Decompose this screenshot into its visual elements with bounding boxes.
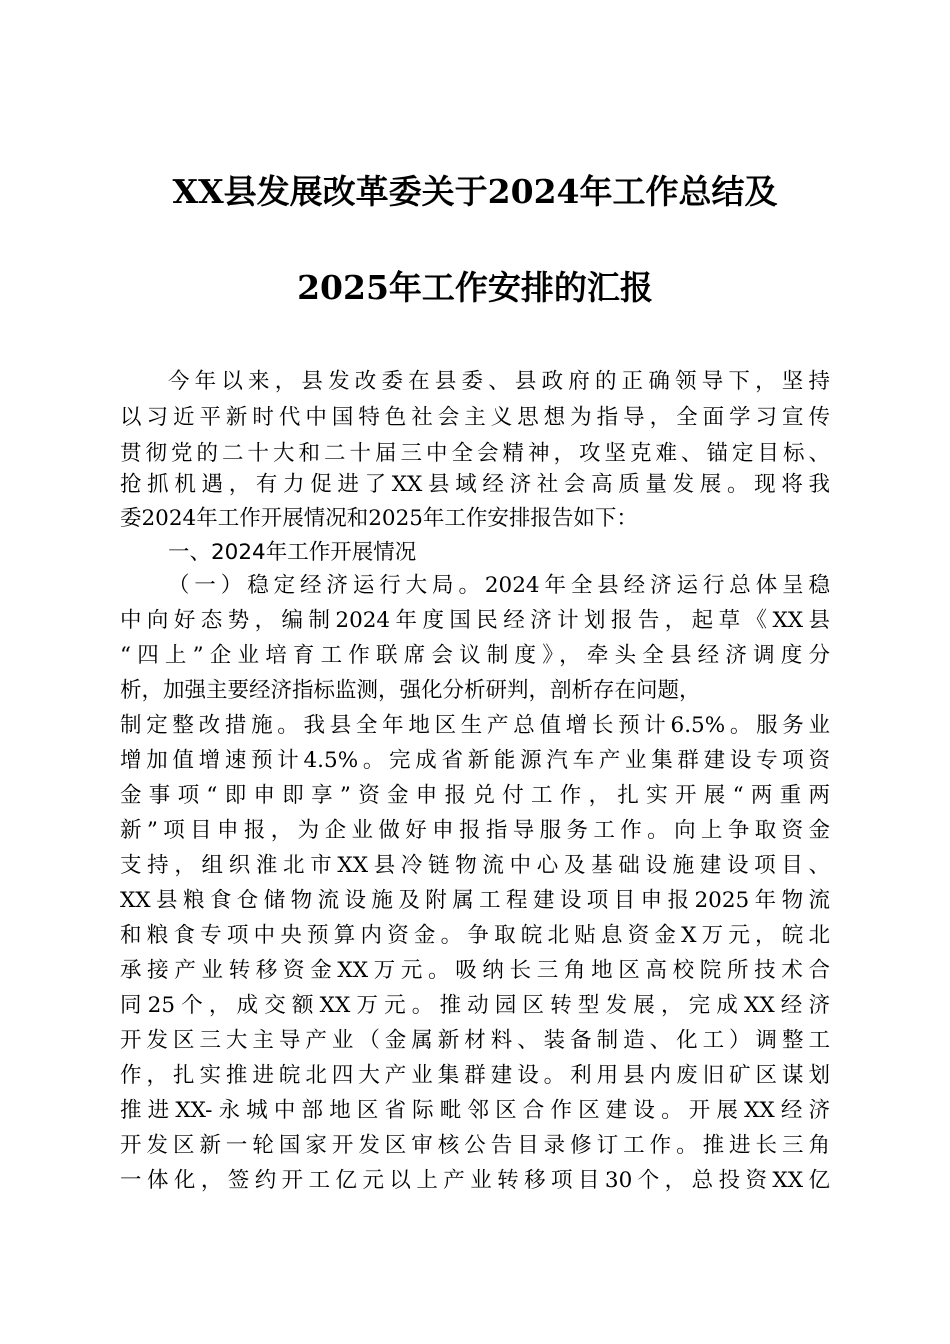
paragraph-line: （一）稳定经济运行大局。2024年全县经济运行总体呈稳 xyxy=(168,573,830,598)
paragraph-line: 中向好态势，编制2024年度国民经济计划报告，起草《XX县 xyxy=(120,608,830,633)
paragraph-line: 今年以来，县发改委在县委、县政府的正确领导下，坚持 xyxy=(168,369,830,394)
paragraph-line: 贯彻党的二十大和二十届三中全会精神，攻坚克难、锚定目标、 xyxy=(120,441,830,466)
paragraph-line: 制定整改措施。我县全年地区生产总值增长预计6.5%。服务业 xyxy=(120,713,830,738)
paragraph-line: XX县粮食仓储物流设施及附属工程建设项目申报2025年物流 xyxy=(120,888,830,913)
paragraph-line: 以习近平新时代中国特色社会主义思想为指导，全面学习宣传 xyxy=(120,405,830,430)
paragraph-line: 一体化，签约开工亿元以上产业转移项目30个，总投资XX亿 xyxy=(120,1168,830,1193)
paragraph-line: 委2024年工作开展情况和2025年工作安排报告如下： xyxy=(120,506,638,531)
paragraph-line: 开发区新一轮国家开发区审核公告目录修订工作。推进长三角 xyxy=(120,1133,830,1158)
paragraph-line: 承接产业转移资金XX万元。吸纳长三角地区高校院所技术合 xyxy=(120,958,830,983)
paragraph-line: 金事项“即申即享”资金申报兑付工作，扎实开展“两重两 xyxy=(120,783,830,808)
paragraph-line: 开发区三大主导产业（金属新材料、装备制造、化工）调整工 xyxy=(120,1028,830,1053)
document-title-line-2: 2025年工作安排的汇报 xyxy=(297,268,653,307)
paragraph-line: 抢抓机遇，有力促进了XX县域经济社会高质量发展。现将我 xyxy=(120,472,830,497)
paragraph-line: 作，扎实推进皖北四大产业集群建设。利用县内废旧矿区谋划 xyxy=(120,1063,830,1088)
paragraph-line: 析，加强主要经济指标监测，强化分析研判，剖析存在问题， xyxy=(120,678,701,703)
document-title-line-1: XX县发展改革委关于2024年工作总结及 xyxy=(172,172,778,211)
paragraph-line: 推进XX-永城中部地区省际毗邻区合作区建设。开展XX经济 xyxy=(120,1098,830,1123)
paragraph-line: 新”项目申报，为企业做好申报指导服务工作。向上争取资金 xyxy=(120,818,830,843)
section-heading: 一、2024年工作开展情况 xyxy=(168,540,417,565)
paragraph-line: 支持，组织淮北市XX县冷链物流中心及基础设施建设项目、 xyxy=(120,853,830,878)
paragraph-line: 增加值增速预计4.5%。完成省新能源汽车产业集群建设专项资 xyxy=(120,748,830,773)
paragraph-line: 同25个，成交额XX万元。推动园区转型发展，完成XX经济 xyxy=(120,993,830,1018)
paragraph-line: “四上”企业培育工作联席会议制度》，牵头全县经济调度分 xyxy=(120,643,830,668)
paragraph-line: 和粮食专项中央预算内资金。争取皖北贴息资金X万元，皖北 xyxy=(120,923,830,948)
